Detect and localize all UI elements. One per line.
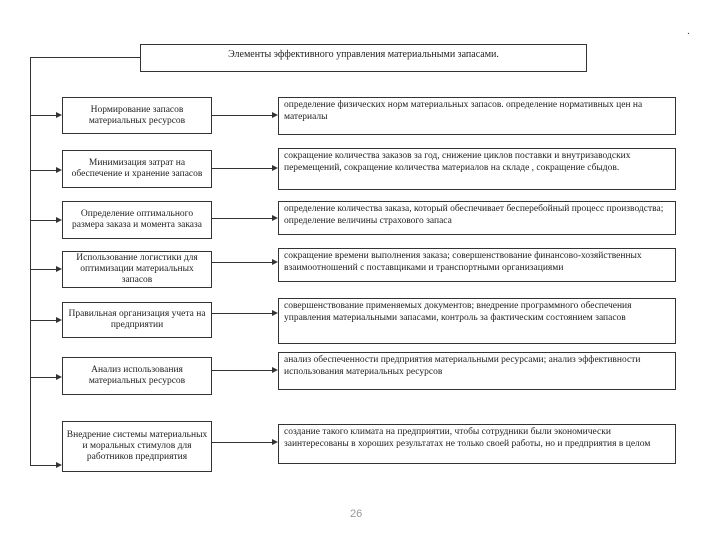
branch-line xyxy=(30,220,56,221)
description-box: создание такого климата на предприятии, чтобы сотрудники были экономически заинтересованы в хороших результатах не только своей работы, но и предприятия в целом xyxy=(278,424,676,464)
description-box: сокращение времени выполнения заказа; совершенствование финансово-хозяйственных взаимоотношений с поставщиками и транспортными организациями xyxy=(278,248,676,282)
branch-line xyxy=(30,269,56,270)
description-box: определение физических норм материальных запасов. определение нормативных цен на материалы xyxy=(278,97,676,135)
link-line xyxy=(212,442,272,443)
vertical-trunk xyxy=(30,57,31,465)
description-box: сокращение количества заказов за год, снижение циклов поставки и внутризаводских перемещений, сокращение количества материалов на складе , сокращение сбыдов. xyxy=(278,148,676,190)
branch-line xyxy=(30,115,56,116)
element-box: Правильная организация учета на предприятии xyxy=(62,302,212,338)
branch-line xyxy=(30,377,56,378)
link-line xyxy=(212,370,272,371)
element-box: Использование логистики для оптимизации материальных запасов xyxy=(62,251,212,288)
element-box: Анализ использования материальных ресурсов xyxy=(62,357,212,395)
description-box: определение количества заказа, который обеспечивает бесперебойный процесс производства; определение величины страхового запаса xyxy=(278,201,676,235)
link-line xyxy=(212,218,272,219)
branch-line xyxy=(30,320,56,321)
link-line xyxy=(212,262,272,263)
description-box: анализ обеспеченности предприятия материальными ресурсами; анализ эффективности использования материальных ресурсов xyxy=(278,352,676,390)
element-box: Нормирование запасов материальных ресурсов xyxy=(62,97,212,134)
element-box: Внедрение системы материальных и моральных стимулов для работников предприятия xyxy=(62,421,212,472)
element-box: Минимизация затрат на обеспечение и хранение запасов xyxy=(62,150,212,188)
link-line xyxy=(212,313,272,314)
link-line xyxy=(212,115,272,116)
branch-line xyxy=(30,465,56,466)
description-box: совершенствование применяемых документов; внедрение программного обеспечения управления материальными запасами, контроль за фактическим состоянием запасов xyxy=(278,298,676,344)
link-line xyxy=(212,168,272,169)
diagram-title: Элементы эффективного управления материальными запасами. xyxy=(140,44,587,72)
branch-line xyxy=(30,170,56,171)
page-number: 26 xyxy=(350,508,363,520)
element-box: Определение оптимального размера заказа и момента заказа xyxy=(62,201,212,239)
corner-mark: . xyxy=(687,26,690,37)
title-connector xyxy=(30,57,140,58)
